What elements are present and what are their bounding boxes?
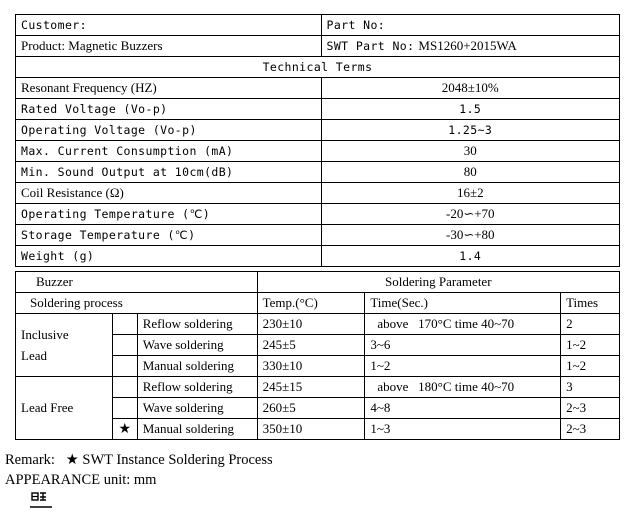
star-cell	[112, 314, 137, 335]
temp-cell: 260±5	[257, 398, 365, 419]
temp-cell: 330±10	[257, 356, 365, 377]
spec-label: Coil Resistance (Ω)	[16, 183, 322, 204]
times-column-header: Times	[561, 293, 620, 314]
spec-row	[16, 78, 620, 99]
process-cell: Reflow soldering	[137, 377, 257, 398]
spec-label: Rated Voltage (Vo-p)	[16, 99, 322, 120]
spec-value: 2048±10%	[321, 78, 619, 99]
technical-terms-row	[16, 57, 620, 78]
appearance-text: APPEARANCE unit: mm	[5, 472, 157, 488]
swt-part-cell	[321, 36, 619, 57]
spec-row	[16, 183, 620, 204]
soldering-header-row	[16, 272, 620, 293]
time-cell: 3~6	[365, 335, 561, 356]
spec-row	[16, 204, 620, 225]
spec-row	[16, 120, 620, 141]
times-cell: 2	[561, 314, 620, 335]
group-name-line: Inclusive	[21, 327, 69, 342]
spec-value: 1.4	[321, 246, 619, 267]
drawing-mark-icon	[28, 490, 52, 509]
star-cell	[112, 377, 137, 398]
time-cell: 4~8	[365, 398, 561, 419]
spec-row	[16, 162, 620, 183]
spec-label: Storage Temperature (℃)	[16, 225, 322, 246]
product-row	[16, 36, 620, 57]
times-cell: 2~3	[561, 419, 620, 440]
times-cell: 1~2	[561, 356, 620, 377]
group-name-line: Lead Free	[21, 400, 74, 415]
technical-terms-title: Technical Terms	[16, 57, 620, 78]
table-row	[16, 314, 620, 335]
soldering-process-label: Soldering process	[16, 293, 258, 314]
group-name-line: Lead	[21, 348, 47, 363]
spec-label: Weight (g)	[16, 246, 322, 267]
time-cell: 1~3	[365, 419, 561, 440]
spec-value: -30∽+80	[321, 225, 619, 246]
process-cell: Manual soldering	[137, 356, 257, 377]
star-cell	[112, 335, 137, 356]
spec-value: 16±2	[321, 183, 619, 204]
spec-table	[15, 14, 620, 267]
soldering-table	[15, 271, 620, 440]
temp-cell: 230±10	[257, 314, 365, 335]
process-cell: Manual soldering	[137, 419, 257, 440]
process-cell: Reflow soldering	[137, 314, 257, 335]
spec-label: Resonant Frequency (HZ)	[16, 78, 322, 99]
times-cell: 1~2	[561, 335, 620, 356]
star-cell	[112, 398, 137, 419]
spec-label: Max. Current Consumption (mA)	[16, 141, 322, 162]
spec-row	[16, 141, 620, 162]
star-icon: ★	[112, 419, 137, 440]
spec-value: -20∽+70	[321, 204, 619, 225]
spec-value: 30	[321, 141, 619, 162]
spec-row	[16, 225, 620, 246]
spec-value: 80	[321, 162, 619, 183]
group-name	[16, 314, 113, 377]
process-cell: Wave soldering	[137, 335, 257, 356]
spec-row	[16, 246, 620, 267]
process-cell: Wave soldering	[137, 398, 257, 419]
remark-text: Remark: ★ SWT Instance Soldering Process	[5, 452, 273, 468]
spec-row	[16, 99, 620, 120]
spec-value: 1.5	[321, 99, 619, 120]
time-column-header: Time(Sec.)	[365, 293, 561, 314]
table-row	[16, 377, 620, 398]
spec-label: Operating Voltage (Vo-p)	[16, 120, 322, 141]
star-cell	[112, 356, 137, 377]
header-row	[16, 15, 620, 36]
buzzer-label: Buzzer	[16, 272, 258, 293]
times-cell: 2~3	[561, 398, 620, 419]
spec-value: 1.25~3	[321, 120, 619, 141]
temp-cell: 350±10	[257, 419, 365, 440]
time-cell: above 170°C time 40~70	[365, 314, 561, 335]
temp-cell: 245±15	[257, 377, 365, 398]
swt-part-value: MS1260+2015WA	[418, 38, 517, 53]
part-no-label: Part No:	[321, 15, 619, 36]
temp-cell: 245±5	[257, 335, 365, 356]
times-cell: 3	[561, 377, 620, 398]
spec-label: Operating Temperature (℃)	[16, 204, 322, 225]
product-label: Product: Magnetic Buzzers	[16, 36, 322, 57]
soldering-parameter-label: Soldering Parameter	[257, 272, 619, 293]
soldering-header-row	[16, 293, 620, 314]
temp-column-header: Temp.(°C)	[257, 293, 365, 314]
spec-label: Min. Sound Output at 10cm(dB)	[16, 162, 322, 183]
time-cell: 1~2	[365, 356, 561, 377]
group-name	[16, 377, 113, 440]
time-cell: above 180°C time 40~70	[365, 377, 561, 398]
customer-label: Customer:	[16, 15, 322, 36]
swt-part-label: SWT Part No:	[326, 39, 415, 53]
